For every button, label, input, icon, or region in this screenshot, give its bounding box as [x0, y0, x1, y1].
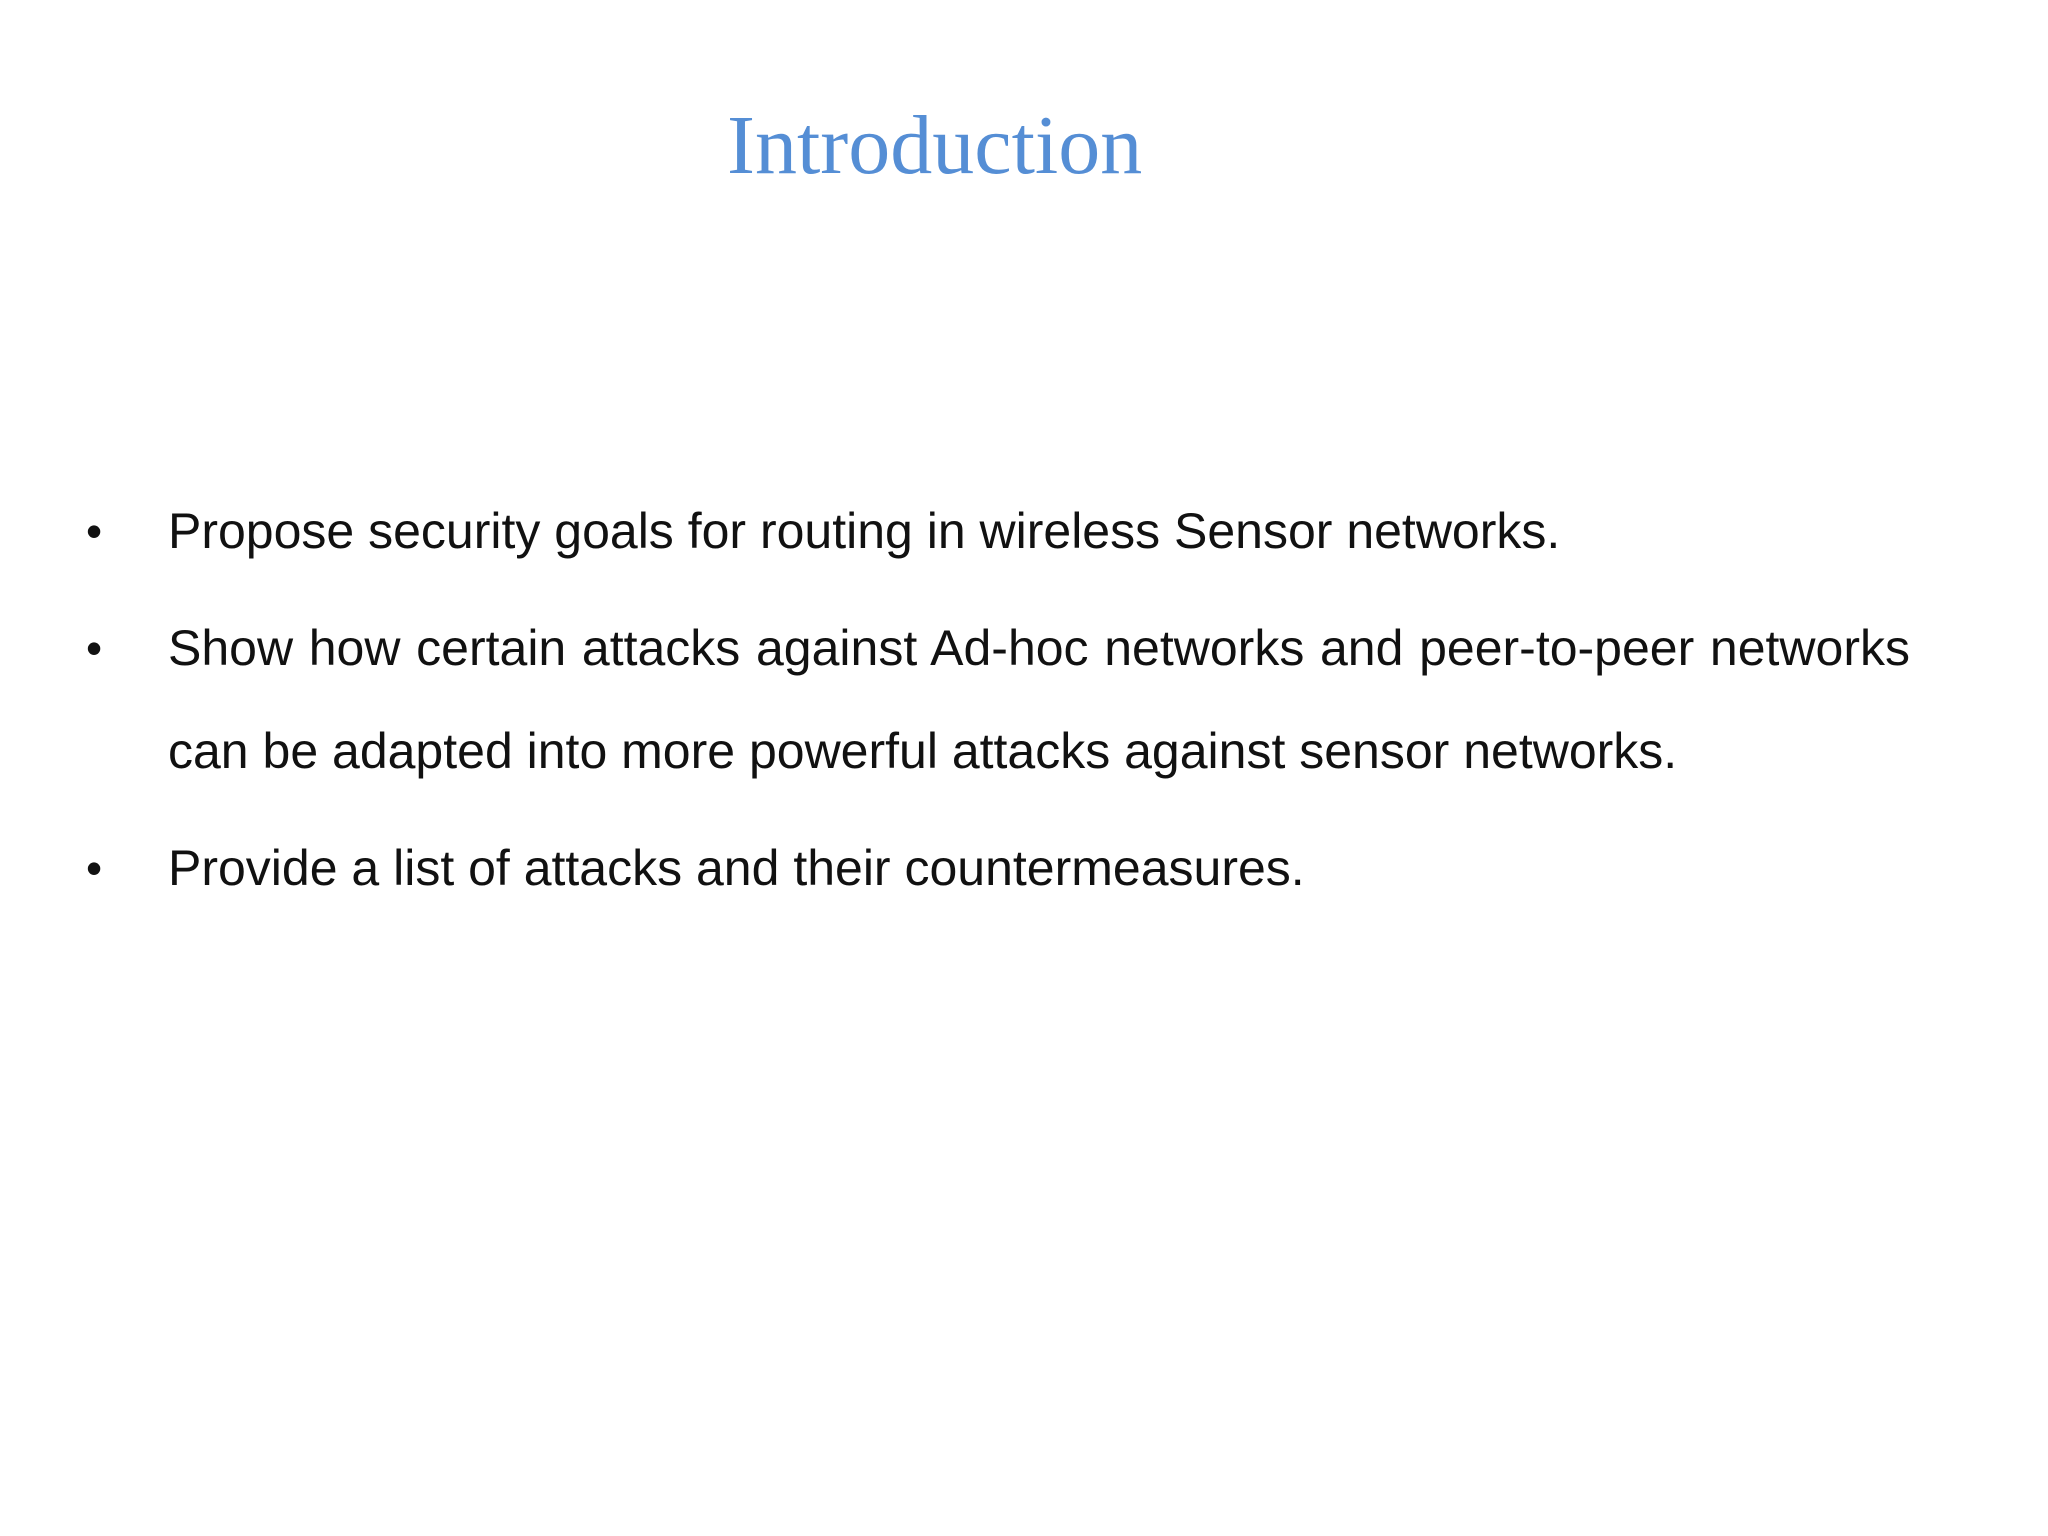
- bullet-icon: •: [86, 622, 103, 674]
- slide-title: Introduction: [727, 99, 1143, 192]
- bullet-item: [86, 597, 1910, 803]
- bullet-icon: •: [86, 505, 103, 557]
- bullet-text: Provide a list of attacks and their countermeasures.: [168, 840, 1305, 896]
- bullet-list: [86, 480, 1910, 934]
- bullet-text: Propose security goals for routing in wireless Sensor networks.: [168, 503, 1561, 559]
- bullet-icon: •: [86, 842, 103, 894]
- bullet-text: Show how certain attacks against Ad-hoc networks and peer-to-peer networks can be adapted into more powerful attacks against sensor networks.: [168, 620, 1910, 779]
- bullet-item: [86, 480, 1910, 583]
- bullet-item: [86, 817, 1910, 920]
